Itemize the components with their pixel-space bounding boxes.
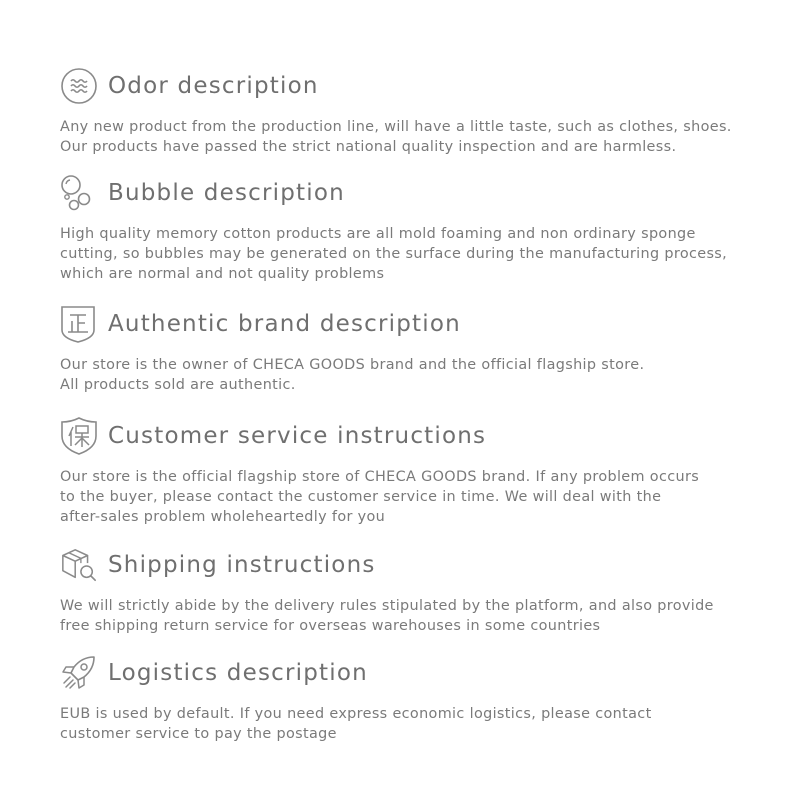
section-bubble bbox=[60, 173, 780, 284]
section-title: Customer service instructions bbox=[108, 423, 487, 449]
section-title: Authentic brand description bbox=[108, 311, 461, 337]
section-title: Shipping instructions bbox=[108, 552, 376, 578]
package-search-icon bbox=[60, 545, 98, 585]
section-logistics bbox=[60, 653, 780, 744]
body-line: High quality memory cotton products are all mold foaming and non ordinary sponge bbox=[60, 226, 696, 242]
body-line: Any new product from the production line, will have a little taste, such as clothes, shoes. bbox=[60, 119, 732, 135]
bubbles-icon bbox=[60, 173, 98, 213]
section-odor-header bbox=[60, 66, 780, 106]
section-body bbox=[60, 704, 780, 744]
section-body bbox=[60, 224, 780, 284]
rocket-icon bbox=[60, 653, 98, 693]
section-shipping-header bbox=[60, 545, 780, 585]
section-customer-service bbox=[60, 416, 780, 527]
section-body bbox=[60, 596, 780, 636]
body-line: Our store is the official flagship store of CHECA GOODS brand. If any problem occurs bbox=[60, 469, 700, 485]
body-line: EUB is used by default. If you need express economic logistics, please contact bbox=[60, 706, 652, 722]
body-line: Our store is the owner of CHECA GOODS brand and the official flagship store. bbox=[60, 357, 645, 373]
section-body bbox=[60, 355, 780, 395]
body-line: to the buyer, please contact the customer service in time. We will deal with the bbox=[60, 489, 662, 505]
body-line: Our products have passed the strict national quality inspection and are harmless. bbox=[60, 139, 677, 155]
section-odor bbox=[60, 66, 780, 157]
section-logistics-header bbox=[60, 653, 780, 693]
body-line: All products sold are authentic. bbox=[60, 377, 296, 393]
section-body bbox=[60, 467, 780, 527]
body-line: cutting, so bubbles may be generated on the surface during the manufacturing process, bbox=[60, 246, 728, 262]
section-title: Odor description bbox=[108, 73, 319, 99]
section-authentic bbox=[60, 304, 780, 395]
section-title: Bubble description bbox=[108, 180, 345, 206]
section-title: Logistics description bbox=[108, 660, 368, 686]
authentic-shield-icon bbox=[60, 304, 98, 344]
body-line: which are normal and not quality problems bbox=[60, 266, 385, 282]
guarantee-shield-icon bbox=[60, 416, 98, 456]
body-line: customer service to pay the postage bbox=[60, 726, 337, 742]
section-bubble-header bbox=[60, 173, 780, 213]
section-customer-service-header bbox=[60, 416, 780, 456]
body-line: after-sales problem wholeheartedly for you bbox=[60, 509, 386, 525]
section-body bbox=[60, 117, 780, 157]
section-shipping bbox=[60, 545, 780, 636]
odor-waves-icon bbox=[60, 66, 98, 106]
section-authentic-header bbox=[60, 304, 780, 344]
body-line: free shipping return service for overseas warehouses in some countries bbox=[60, 618, 601, 634]
body-line: We will strictly abide by the delivery rules stipulated by the platform, and also provide bbox=[60, 598, 714, 614]
